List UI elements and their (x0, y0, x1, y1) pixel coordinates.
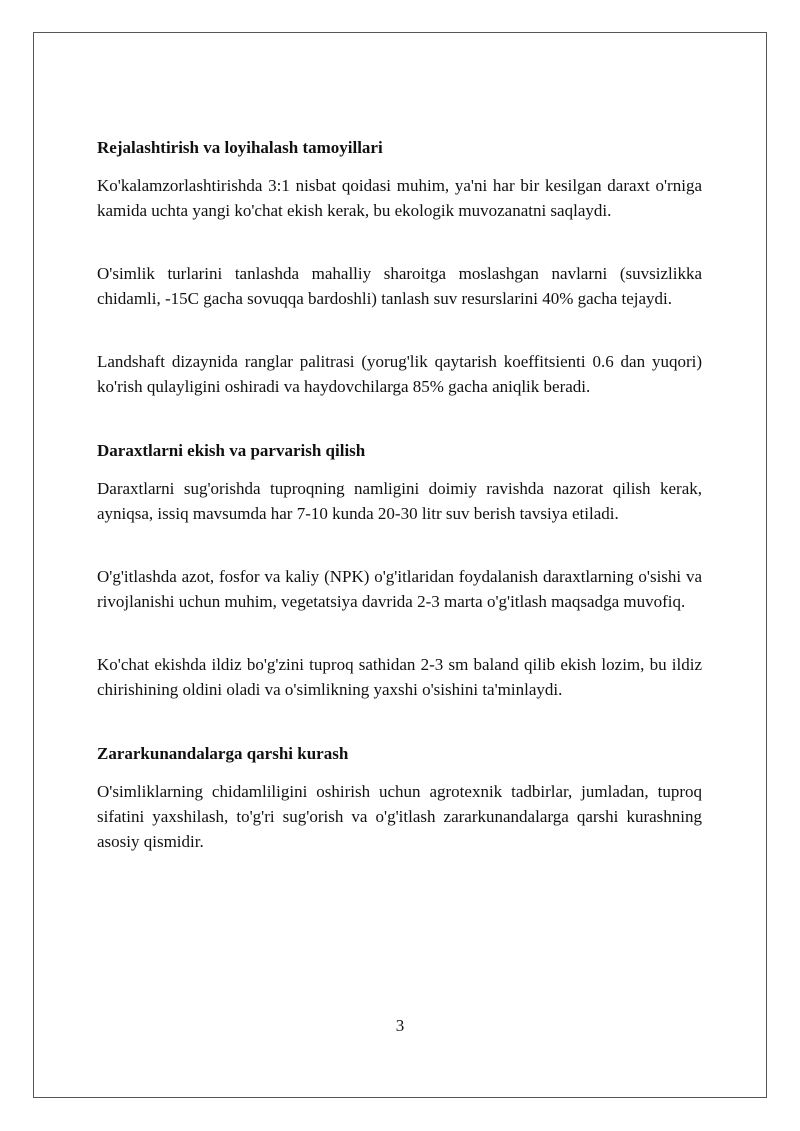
page-number: 3 (395, 1016, 405, 1035)
paragraph: Ko'chat ekishda ildiz bo'g'zini tuproq sathidan 2-3 sm baland qilib ekish lozim, bu ildiz chirishining oldini oladi va o'simlikning yaxshi o'sishini ta'minlaydi. (97, 655, 702, 699)
paragraph: O'simliklarning chidamliligini oshirish uchun agrotexnik tadbirlar, jumladan, tuproq sifatini yaxshilash, to'g'ri sug'orish va o'g'itlash zararkunandalarga qarshi kurashning asosiy qismidir. (97, 782, 702, 851)
section-planning (97, 136, 702, 399)
paragraph: O'simlik turlarini tanlashda mahalliy sharoitga moslashgan navlarni (suvsizlikka chidamli, -15C gacha sovuqqa bardoshli) tanlash suv resurslarini 40% gacha tejaydi. (97, 264, 702, 308)
paragraph: Ko'kalamzorlashtirishda 3:1 nisbat qoidasi muhim, ya'ni har bir kesilgan daraxt o'rniga kamida uchta yangi ko'chat ekish kerak, bu ekologik muvozanatni saqlaydi. (97, 176, 702, 220)
document-body (97, 136, 702, 854)
paragraph: Landshaft dizaynida ranglar palitrasi (yorug'lik qaytarish koeffitsienti 0.6 dan yuqori) ko'rish qulayligini oshiradi va haydovchilarga 85% gacha aniqlik beradi. (97, 352, 702, 396)
section-heading: Daraxtlarni ekish va parvarish qilish (97, 441, 366, 460)
paragraph: O'g'itlashda azot, fosfor va kaliy (NPK) o'g'itlaridan foydalanish daraxtlarning o'sishi va rivojlanishi uchun muhim, vegetatsiya davrida 2-3 marta o'g'itlash maqsadga muvofiq. (97, 567, 702, 611)
section-heading: Rejalashtirish va loyihalash tamoyillari (97, 138, 383, 157)
section-heading: Zararkunandalarga qarshi kurash (97, 744, 349, 763)
paragraph: Daraxtlarni sug'orishda tuproqning namligini doimiy ravishda nazorat qilish kerak, ayniqsa, issiq mavsumda har 7-10 kunda 20-30 litr suv berish tavsiya etiladi. (97, 479, 702, 523)
section-pest-control (97, 742, 702, 854)
section-planting-care (97, 439, 702, 702)
